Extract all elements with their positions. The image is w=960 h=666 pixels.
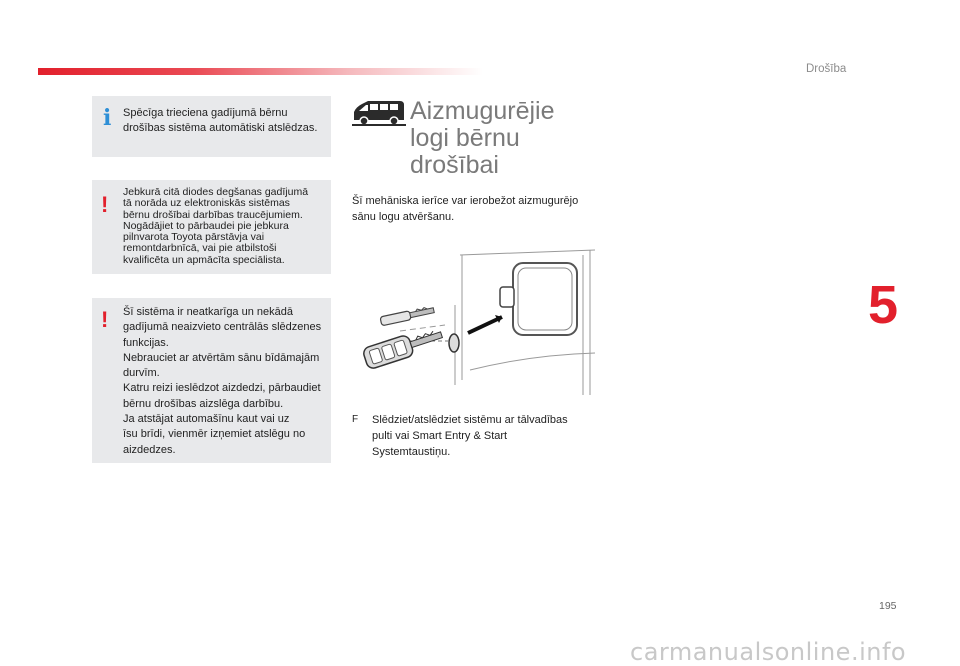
heading-line: drošībai	[410, 151, 499, 179]
warning-line: aizdedzes.	[123, 443, 176, 456]
warning-line: durvīm.	[123, 367, 160, 380]
warning-line: bērnu drošības aizslēga darbību.	[123, 397, 284, 410]
warning-box-electronic	[92, 180, 331, 274]
warning-text	[123, 305, 325, 458]
warning-line: bērnu drošībai darbības traucējumiem.	[123, 208, 303, 221]
section-title: Drošība	[806, 63, 847, 75]
warning-icon: !	[101, 192, 109, 217]
instruction-text: Slēdziet/atslēdziet sistēmu ar tālvadības pulti vai Smart Entry & Start Systemtaustiņu.	[372, 414, 568, 458]
warning-box-central-locking	[92, 298, 331, 463]
warning-line: Katru reizi ieslēdzot aizdedzi, pārbaudiet	[123, 382, 321, 395]
warning-line: Nogādājiet to pārbaudei pie jebkura	[123, 219, 289, 232]
warning-line: remontdarbnīcā, vai pie atbilstoši	[123, 242, 277, 255]
header-accent-bar	[38, 68, 483, 75]
warning-line: Jebkurā citā diodes degšanas gadījumā	[123, 186, 309, 198]
warning-line: funkcijas.	[123, 336, 169, 349]
warning-icon: !	[101, 307, 109, 332]
warning-line: tā norāda uz elektroniskās sistēmas	[123, 197, 290, 210]
info-box	[92, 96, 331, 157]
bullet-arrow-icon: F	[352, 414, 359, 425]
page-number: 195	[879, 600, 897, 612]
info-text: Spēcīga trieciena gadījumā bērnu drošības sistēma automātiski atslēdzas.	[123, 107, 318, 134]
warning-line: kvalificēta un apmācīta speciālista.	[123, 253, 285, 266]
section-heading	[410, 98, 555, 179]
warning-line: Nebrauciet ar atvērtām sānu bīdāmajām	[123, 351, 320, 364]
warning-text	[123, 187, 325, 266]
intro-paragraph: Šī mehāniska ierīce var ierobežot aizmugurējo sānu logu atvēršanu.	[352, 195, 579, 223]
heading-line: logi bērnu	[410, 124, 520, 152]
warning-line: Ja atstājat automašīnu kaut vai uz	[123, 413, 290, 426]
chapter-number: 5	[868, 275, 899, 335]
warning-line: Šī sistēma ir neatkarīga un nekādā	[123, 306, 293, 318]
child-lock-illustration	[350, 245, 595, 395]
watermark: carmanualsonline.info	[630, 638, 907, 666]
info-icon: i	[103, 105, 112, 131]
warning-line: pilnvarota Toyota pārstāvja vai	[123, 231, 265, 244]
warning-line: gadījumā neaizvieto centrālās slēdzenes	[123, 321, 322, 334]
warning-line: īsu brīdi, vienmēr izņemiet atslēgu no	[123, 428, 306, 441]
heading-line: Aizmugurējie	[410, 97, 555, 125]
van-icon	[352, 98, 406, 126]
